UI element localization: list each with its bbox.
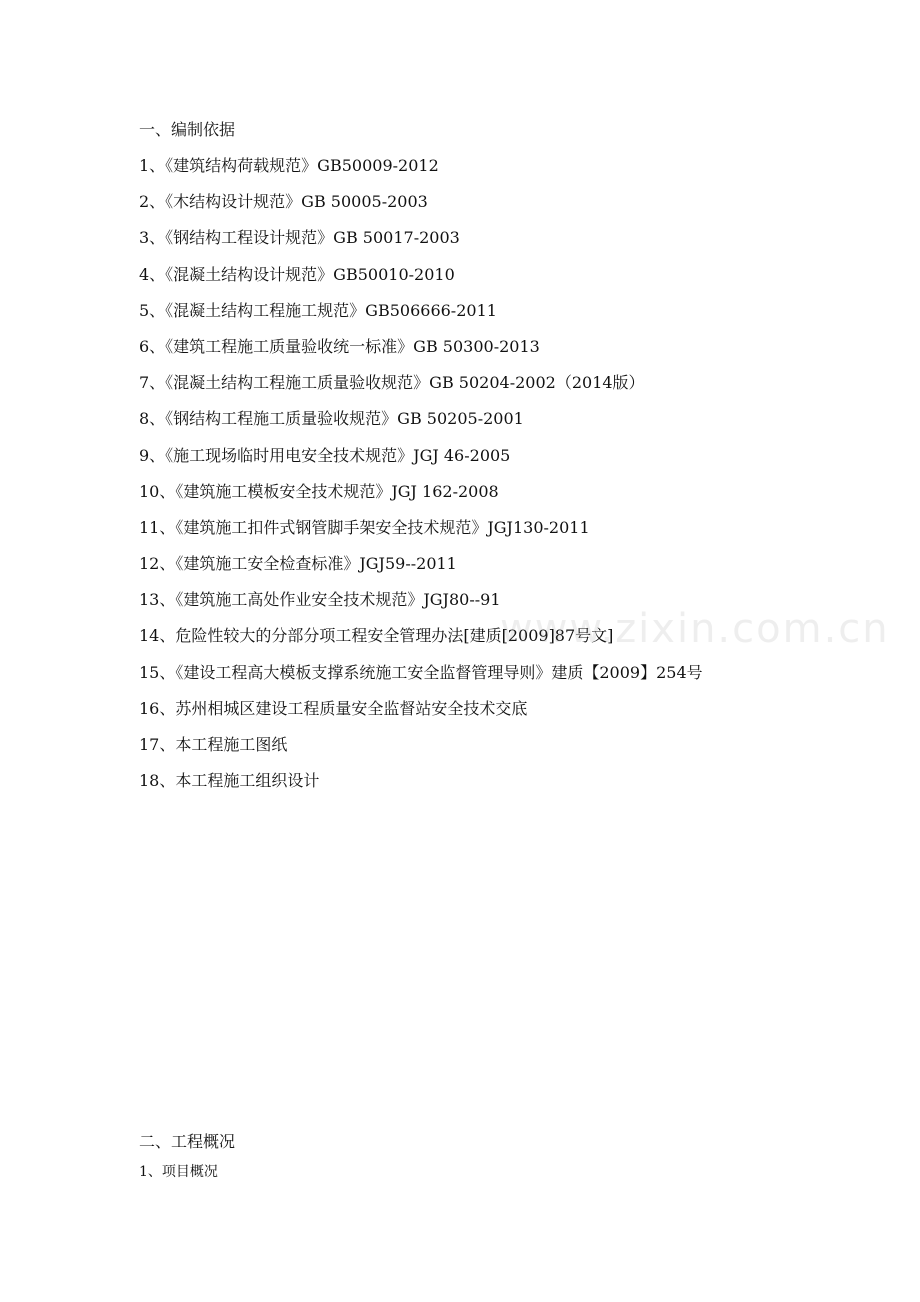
watermark: www.zixin.com.cn	[500, 606, 890, 652]
section-heading-basis: 一、编制依据	[139, 120, 236, 139]
reference-item: 11、《建筑施工扣件式钢管脚手架安全技术规范》JGJ130-2011	[139, 517, 590, 537]
reference-item: 5、《混凝土结构工程施工规范》GB506666-2011	[139, 300, 497, 320]
reference-item: 16、苏州相城区建设工程质量安全监督站安全技术交底	[139, 698, 528, 718]
reference-list	[139, 156, 703, 807]
reference-item: 13、《建筑施工高处作业安全技术规范》JGJ80--91	[139, 590, 501, 610]
reference-item: 4、《混凝土结构设计规范》GB50010-2010	[139, 264, 455, 284]
section-heading-overview: 二、工程概况	[139, 1132, 236, 1151]
reference-item: 7、《混凝土结构工程施工质量验收规范》GB 50204-2002（2014版）	[139, 373, 645, 393]
subsection-heading-project-overview: 1、项目概况	[139, 1164, 218, 1180]
reference-item: 10、《建筑施工模板安全技术规范》JGJ 162-2008	[139, 481, 499, 501]
reference-item: 17、本工程施工图纸	[139, 735, 288, 754]
reference-item: 6、《建筑工程施工质量验收统一标准》GB 50300-2013	[139, 336, 540, 356]
reference-item: 14、危险性较大的分部分项工程安全管理办法[建质[2009]87号文]	[139, 626, 614, 646]
reference-item: 15、《建设工程高大模板支撑系统施工安全监督管理导则》建质【2009】254号	[139, 662, 703, 682]
reference-item: 18、本工程施工组织设计	[139, 771, 320, 791]
reference-item: 1、《建筑结构荷载规范》GB50009-2012	[139, 156, 439, 175]
reference-item: 2、《木结构设计规范》GB 50005-2003	[139, 192, 428, 212]
reference-item: 8、《钢结构工程施工质量验收规范》GB 50205-2001	[139, 409, 524, 429]
reference-item: 9、《施工现场临时用电安全技术规范》JGJ 46-2005	[139, 445, 511, 465]
reference-item: 12、《建筑施工安全检查标准》JGJ59--2011	[139, 554, 457, 574]
reference-item: 3、《钢结构工程设计规范》GB 50017-2003	[139, 228, 460, 248]
